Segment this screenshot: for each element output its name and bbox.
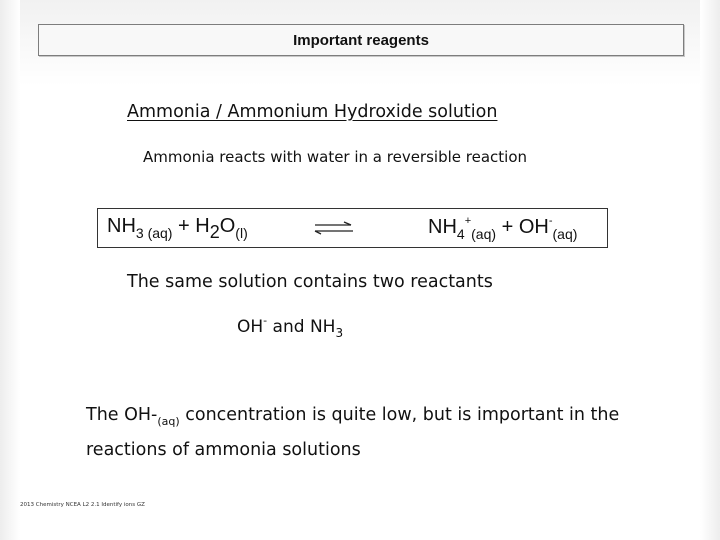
slide-background-left bbox=[0, 0, 20, 540]
eq-ammonium-charge: + bbox=[464, 215, 472, 227]
paragraph-state: (aq) bbox=[157, 415, 180, 428]
reactant-ammonia: and NH bbox=[267, 317, 336, 337]
reactant-hydroxide-charge: - bbox=[263, 314, 268, 327]
slide-title: Important reagents bbox=[293, 32, 429, 49]
reactant-ammonia-subscript: 3 bbox=[335, 326, 344, 340]
eq-ammonia: NH bbox=[107, 215, 136, 237]
title-bar bbox=[38, 24, 684, 56]
eq-ammonium: NH bbox=[428, 216, 457, 238]
slide-background-right bbox=[700, 0, 720, 540]
equation-box bbox=[97, 208, 608, 248]
reactants-line bbox=[237, 314, 343, 340]
footer: 2013 Chemistry NCEA L2 2.1 Identify ions GZ bbox=[20, 502, 145, 508]
subheading: Ammonia reacts with water in a reversible reaction bbox=[143, 148, 528, 166]
eq-oxygen: O bbox=[219, 215, 236, 237]
eq-water-state: (l) bbox=[235, 225, 248, 241]
eq-hydrogen-subscript: 2 bbox=[209, 222, 220, 242]
eq-ammonia-subscript: 3 (aq) bbox=[135, 225, 173, 241]
eq-plus-hydrogen: + H bbox=[172, 215, 210, 237]
eq-hydroxide-state: (aq) bbox=[552, 226, 578, 242]
statement: The same solution contains two reactants bbox=[127, 272, 493, 292]
eq-plus-hydroxide: + OH bbox=[496, 216, 549, 238]
eq-hydroxide-charge: - bbox=[548, 215, 553, 227]
reactant-hydroxide: OH bbox=[237, 317, 264, 337]
heading: Ammonia / Ammonium Hydroxide solution bbox=[127, 102, 498, 122]
equation-products bbox=[428, 215, 577, 242]
reversible-arrow-icon bbox=[313, 221, 355, 235]
paragraph-rest: concentration is quite low, but is important in the reactions of ammonia solutions bbox=[86, 405, 620, 460]
explanation-paragraph bbox=[86, 401, 646, 464]
equation-reactants bbox=[107, 215, 248, 243]
paragraph-start: The OH- bbox=[86, 405, 158, 425]
eq-ammonium-state: (aq) bbox=[471, 226, 497, 242]
eq-ammonium-subscript: 4 bbox=[456, 226, 465, 242]
